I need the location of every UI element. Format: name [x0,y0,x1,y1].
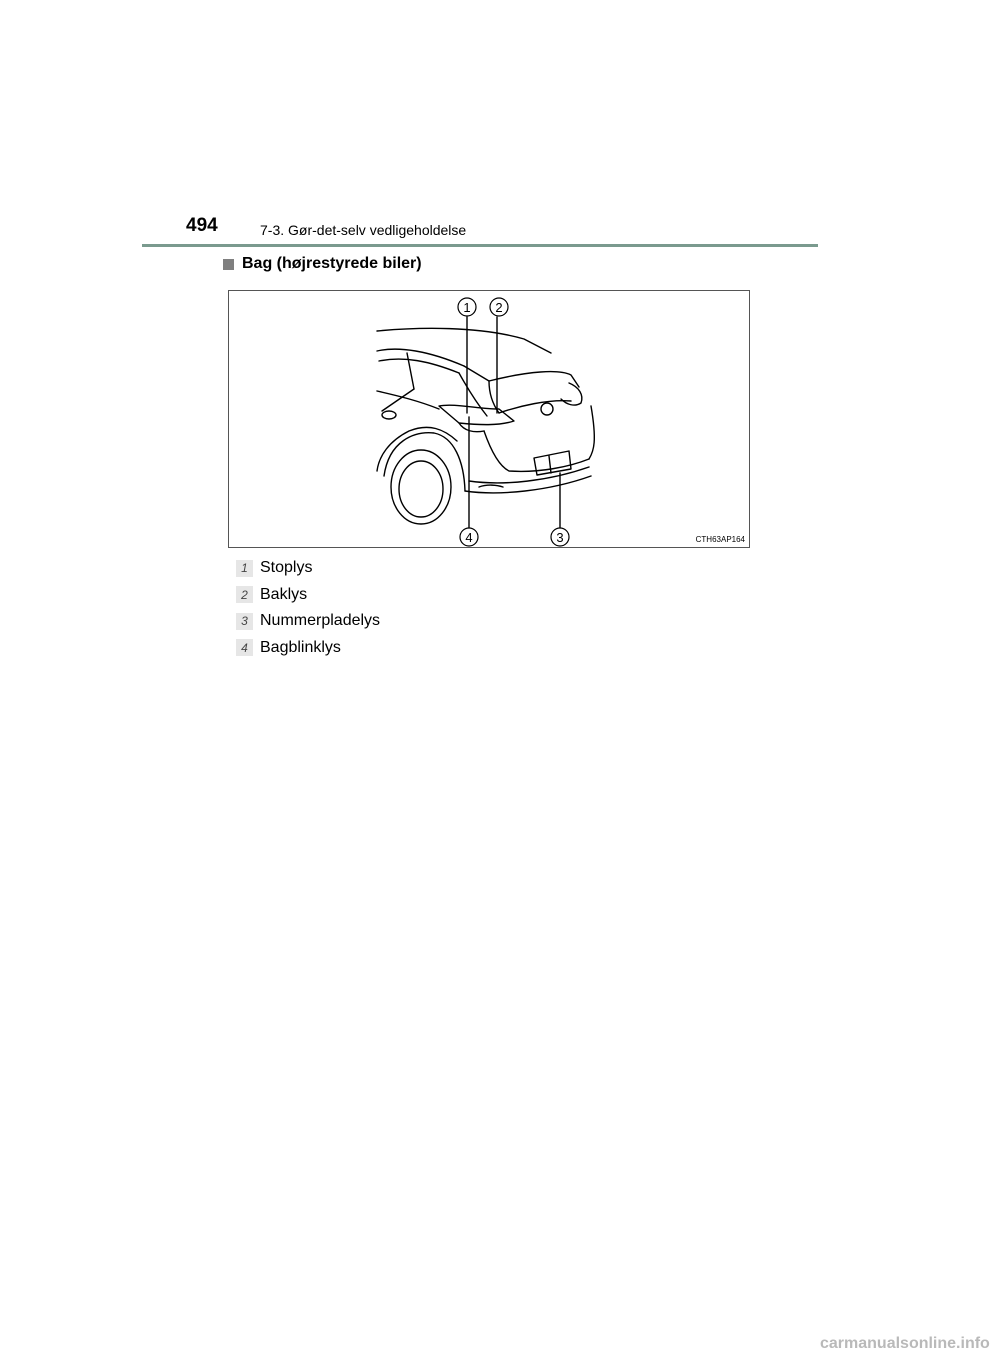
car-rear-figure [228,290,750,548]
legend-item [236,555,380,581]
square-bullet-icon [223,259,234,270]
subheading [223,255,422,273]
legend-number-box: 4 [236,639,253,656]
legend-number-box: 3 [236,613,253,630]
page-number: 494 [186,215,218,236]
callout-4: 4 [465,530,473,545]
legend-item [236,635,380,661]
watermark: carmanualsonline.info [820,1335,990,1352]
legend-label: Stoplys [260,559,313,576]
legend-label: Nummerpladelys [260,612,381,629]
legend-label: Bagblinklys [260,638,341,656]
callout-2: 2 [495,300,503,315]
car-rear-illustration [229,291,751,549]
legend-list [236,555,380,661]
legend-number-box: 2 [236,586,253,603]
callout-3: 3 [556,530,564,545]
subheading-text: Bag (højrestyrede biler) [242,255,422,272]
header-rule [142,244,818,247]
legend-label: Baklys [260,585,308,603]
legend-item [236,582,380,608]
legend-item [236,608,380,634]
section-title: 7-3. Gør-det-selv vedligeholdelse [260,222,467,238]
figure-code: CTH63AP164 [695,535,745,544]
legend-number-box: 1 [236,560,253,577]
callout-1: 1 [463,300,471,315]
